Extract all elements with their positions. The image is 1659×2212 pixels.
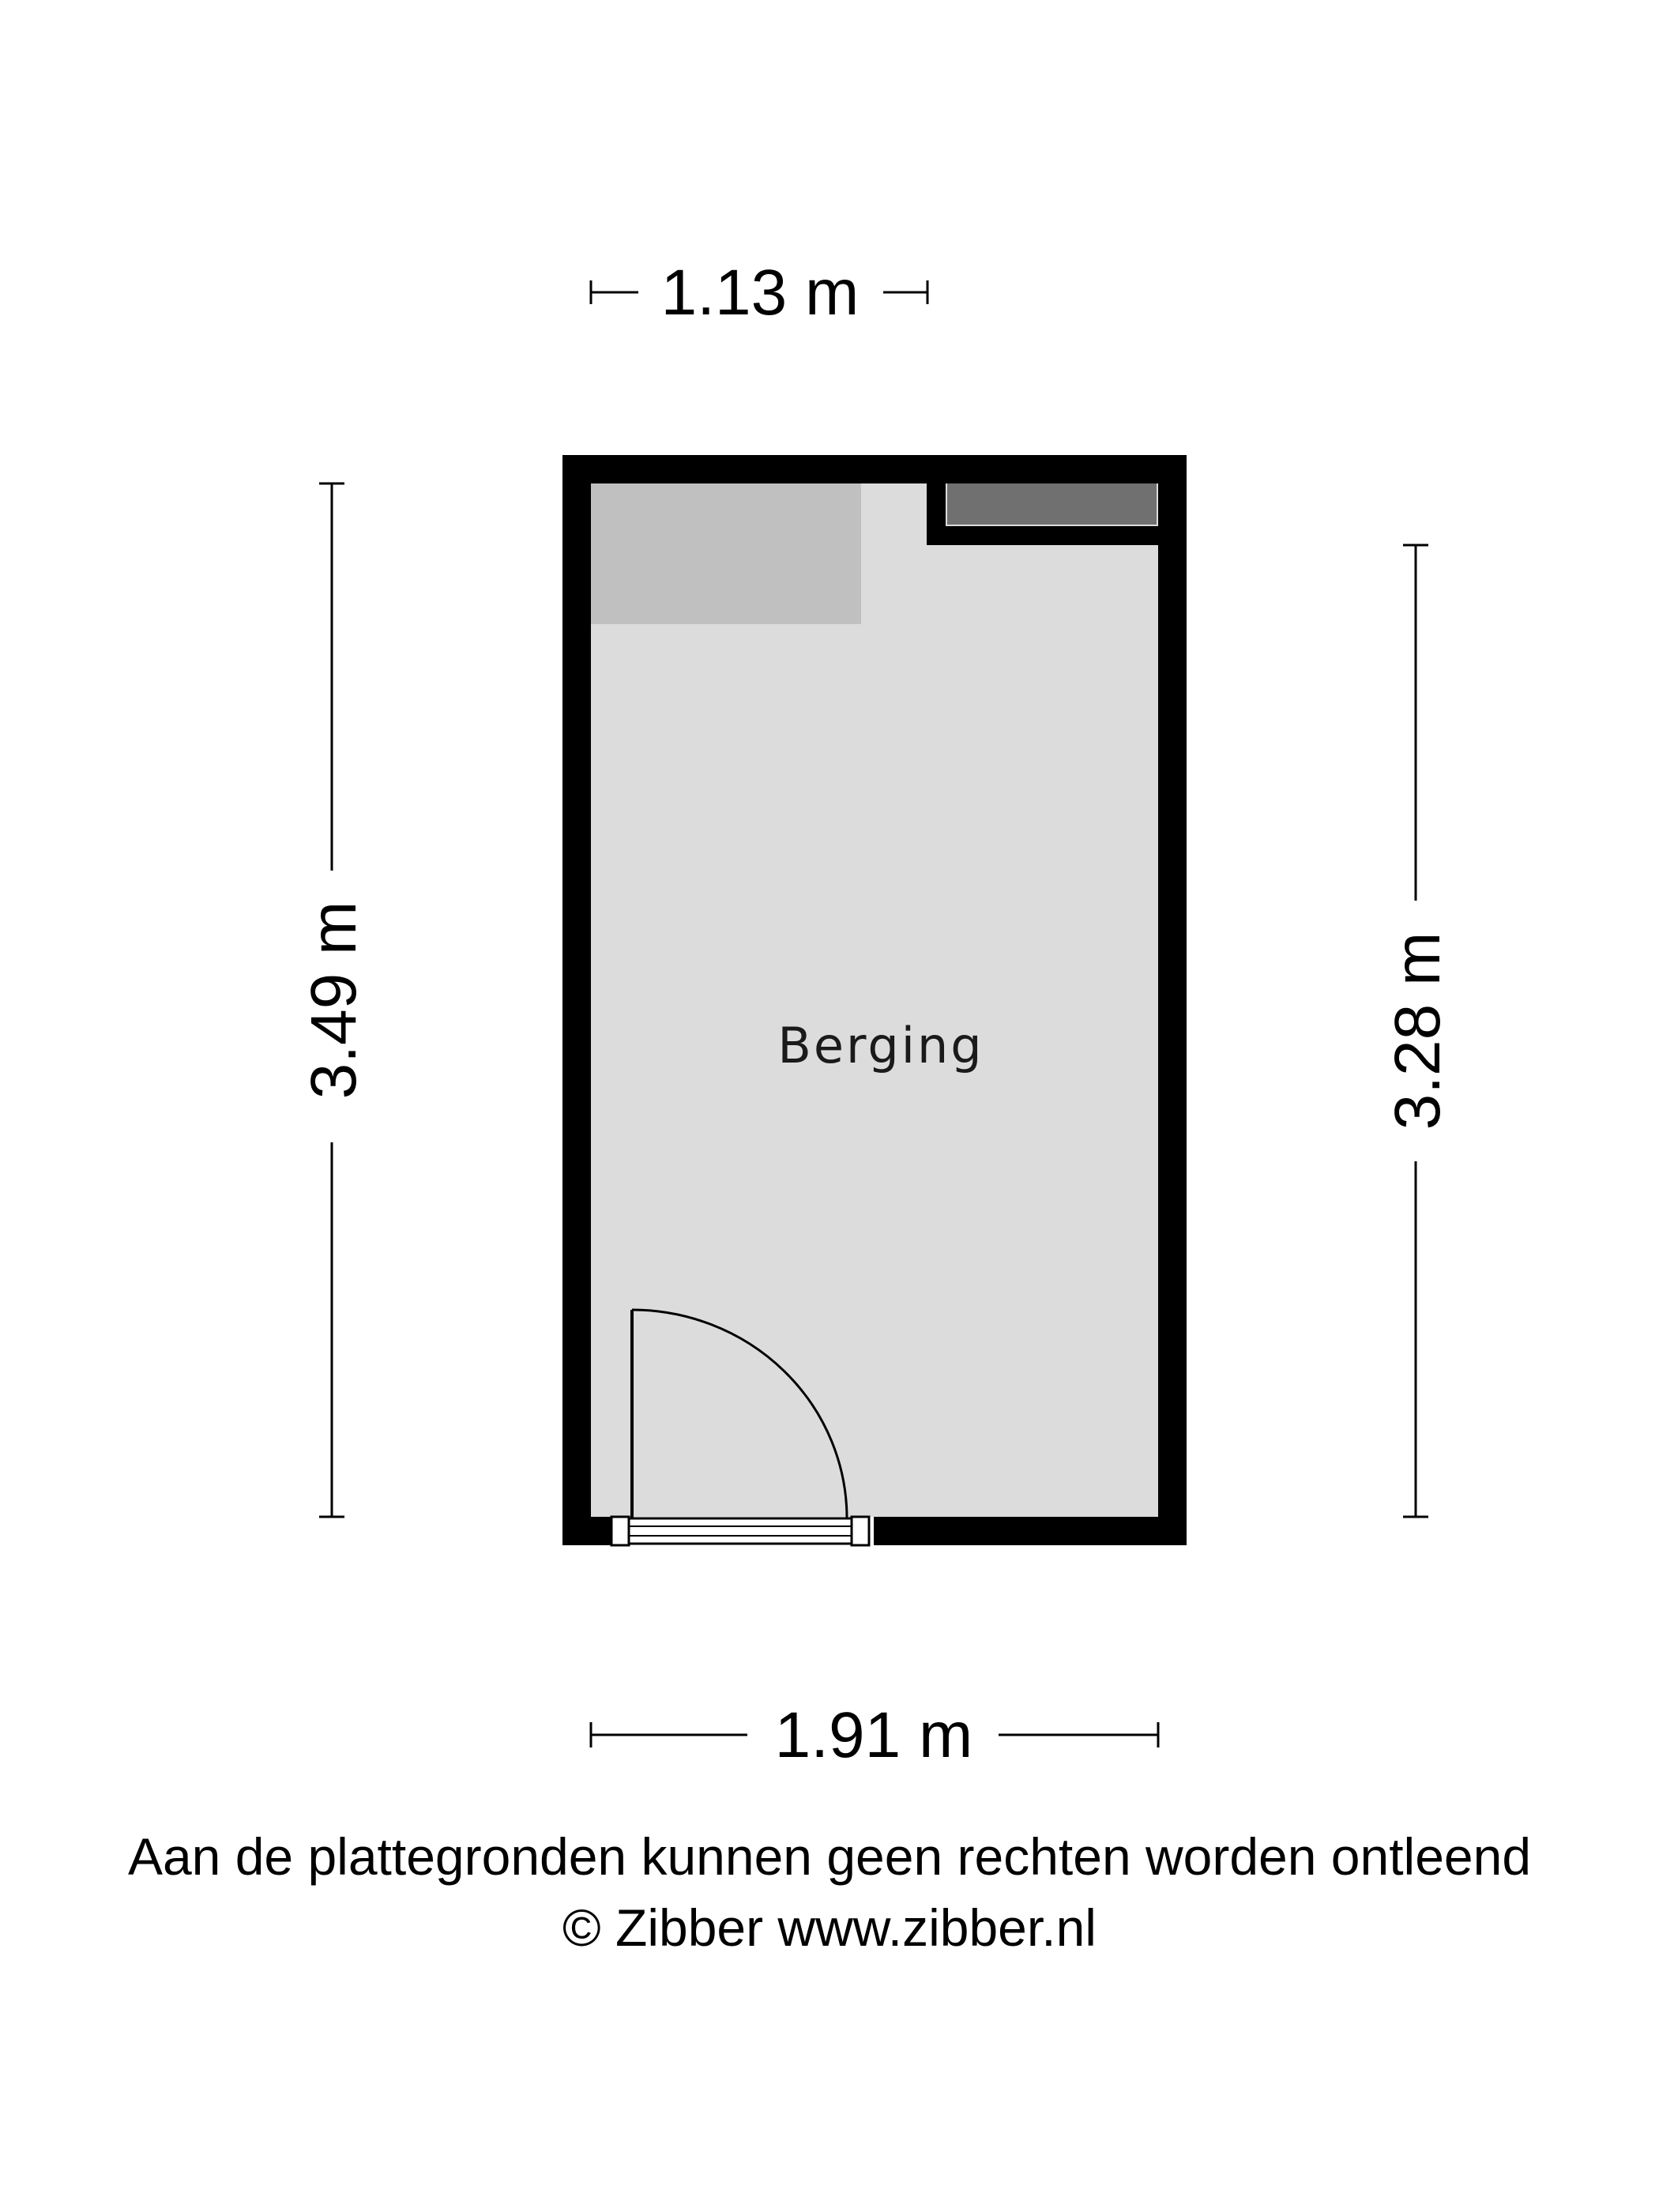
copyright-text: © Zibber www.zibber.nl xyxy=(562,1898,1097,1957)
disclaimer-text: Aan de plattegronden kunnen geen rechten worden ontleend xyxy=(127,1827,1532,1886)
dimension-top-label: 1.13 m xyxy=(660,257,860,329)
dimension-right-label: 3.28 m xyxy=(1382,931,1454,1130)
storage-cabinet xyxy=(591,483,861,624)
door-jamb-left xyxy=(611,1517,629,1545)
room-label: Berging xyxy=(777,1017,984,1074)
room-floor xyxy=(591,483,1158,1517)
wall-bottom-left xyxy=(562,1517,611,1545)
shelf xyxy=(947,483,1157,525)
door-jamb-right xyxy=(852,1517,869,1545)
wall-top xyxy=(562,455,1187,483)
dimension-bottom-label: 1.91 m xyxy=(774,1699,973,1771)
dimension-left-label: 3.49 m xyxy=(298,901,370,1100)
wall-left xyxy=(562,455,591,1545)
door-threshold xyxy=(629,1518,852,1544)
wall-bottom-right xyxy=(874,1517,1187,1545)
wall-right xyxy=(1158,455,1187,1545)
niche-wall-horizontal xyxy=(927,526,1158,545)
